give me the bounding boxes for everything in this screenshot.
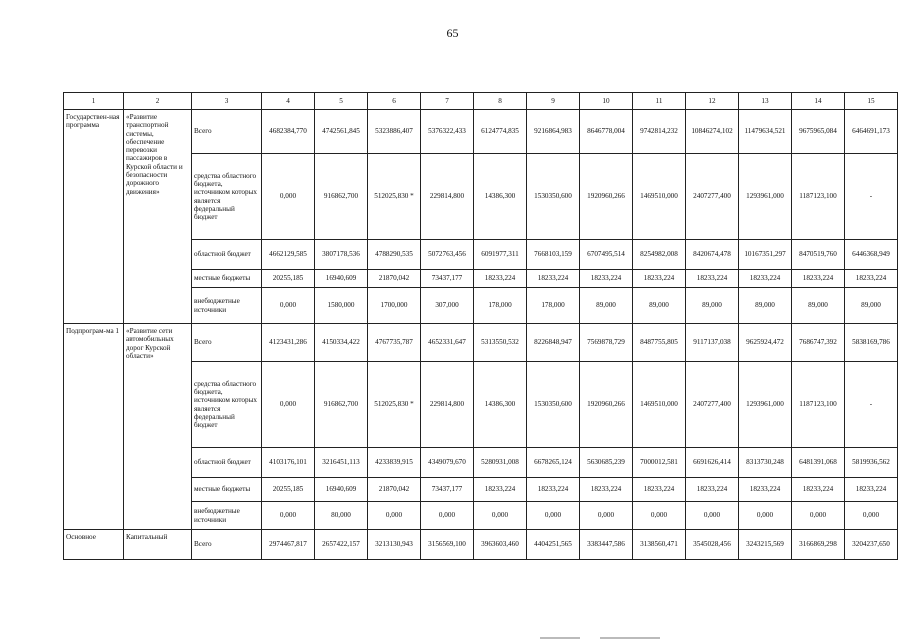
- value-cell: 6464691,173: [845, 110, 898, 154]
- value-cell: 1580,000: [315, 288, 368, 324]
- value-cell: 7569878,729: [580, 324, 633, 362]
- value-cell: 9117137,038: [686, 324, 739, 362]
- value-cell: 7686747,392: [792, 324, 845, 362]
- header-cell: 12: [686, 93, 739, 110]
- funding-source-cell: внебюджетные источники: [192, 288, 262, 324]
- funding-source-cell: местные бюджеты: [192, 270, 262, 288]
- value-cell: 6091977,311: [474, 240, 527, 270]
- value-cell: 307,000: [421, 288, 474, 324]
- value-cell: 18233,224: [633, 478, 686, 502]
- header-cell: 14: [792, 93, 845, 110]
- value-cell: 8254982,008: [633, 240, 686, 270]
- table-row: [64, 110, 898, 154]
- funding-source-cell: Всего: [192, 324, 262, 362]
- header-cell: 1: [64, 93, 124, 110]
- value-cell: 14386,300: [474, 154, 527, 240]
- value-cell: 6691626,414: [686, 448, 739, 478]
- scan-artifact: [600, 637, 660, 639]
- value-cell: 18233,224: [792, 270, 845, 288]
- value-cell: 7668103,159: [527, 240, 580, 270]
- value-cell: 6678265,124: [527, 448, 580, 478]
- value-cell: 21870,042: [368, 478, 421, 502]
- value-cell: 89,000: [580, 288, 633, 324]
- value-cell: 3963603,460: [474, 530, 527, 560]
- value-cell: 18233,224: [580, 270, 633, 288]
- value-cell: 3213130,943: [368, 530, 421, 560]
- header-row: [64, 93, 898, 110]
- value-cell: 73437,177: [421, 270, 474, 288]
- header-cell: 5: [315, 93, 368, 110]
- funding-source-cell: областной бюджет: [192, 240, 262, 270]
- value-cell: 5376322,433: [421, 110, 474, 154]
- header-cell: 7: [421, 93, 474, 110]
- table-row: [64, 530, 898, 560]
- value-cell: 73437,177: [421, 478, 474, 502]
- value-cell: 4123431,286: [262, 324, 315, 362]
- page-number: 65: [446, 26, 459, 40]
- value-cell: 1700,000: [368, 288, 421, 324]
- value-cell: 916862,700: [315, 362, 368, 448]
- value-cell: 0,000: [421, 502, 474, 530]
- value-cell: 6481391,068: [792, 448, 845, 478]
- value-cell: 18233,224: [474, 270, 527, 288]
- value-cell: 4349079,670: [421, 448, 474, 478]
- value-cell: 229814,800: [421, 362, 474, 448]
- value-cell: 3383447,586: [580, 530, 633, 560]
- value-cell: 89,000: [633, 288, 686, 324]
- value-cell: 4742561,845: [315, 110, 368, 154]
- funding-source-cell: Всего: [192, 110, 262, 154]
- funding-source-cell: Всего: [192, 530, 262, 560]
- value-cell: 4233839,915: [368, 448, 421, 478]
- value-cell: -: [845, 154, 898, 240]
- value-cell: 4682384,770: [262, 110, 315, 154]
- value-cell: 9742814,232: [633, 110, 686, 154]
- header-cell: 10: [580, 93, 633, 110]
- header-cell: 3: [192, 93, 262, 110]
- value-cell: 11479634,521: [739, 110, 792, 154]
- value-cell: 3243215,569: [739, 530, 792, 560]
- header-cell: 2: [124, 93, 192, 110]
- value-cell: 0,000: [580, 502, 633, 530]
- value-cell: 18233,224: [686, 478, 739, 502]
- value-cell: 4788290,535: [368, 240, 421, 270]
- value-cell: 5323886,407: [368, 110, 421, 154]
- value-cell: 8313730,248: [739, 448, 792, 478]
- value-cell: 9625924,472: [739, 324, 792, 362]
- value-cell: 1469510,000: [633, 362, 686, 448]
- value-cell: 1293961,000: [739, 154, 792, 240]
- value-cell: 18233,224: [792, 478, 845, 502]
- program-name-cell: Капитальный: [124, 530, 192, 560]
- value-cell: 5313550,532: [474, 324, 527, 362]
- value-cell: 3204237,650: [845, 530, 898, 560]
- value-cell: 2407277,400: [686, 362, 739, 448]
- value-cell: 1920960,266: [580, 362, 633, 448]
- program-type-cell: Основное: [64, 530, 124, 560]
- value-cell: 0,000: [262, 502, 315, 530]
- value-cell: 0,000: [686, 502, 739, 530]
- program-type-cell: Государствен-ная программа: [64, 110, 124, 324]
- value-cell: 0,000: [368, 502, 421, 530]
- value-cell: 18233,224: [686, 270, 739, 288]
- program-type-cell: Подпрограм-ма 1: [64, 324, 124, 530]
- value-cell: 3166869,298: [792, 530, 845, 560]
- header-cell: 9: [527, 93, 580, 110]
- funding-source-cell: областной бюджет: [192, 448, 262, 478]
- value-cell: 0,000: [792, 502, 845, 530]
- header-cell: 8: [474, 93, 527, 110]
- value-cell: 5838169,786: [845, 324, 898, 362]
- value-cell: 229814,800: [421, 154, 474, 240]
- value-cell: 18233,224: [633, 270, 686, 288]
- value-cell: 512025,830 *: [368, 154, 421, 240]
- value-cell: 18233,224: [739, 478, 792, 502]
- value-cell: 3545028,456: [686, 530, 739, 560]
- header-cell: 11: [633, 93, 686, 110]
- value-cell: 0,000: [262, 154, 315, 240]
- value-cell: 18233,224: [527, 478, 580, 502]
- value-cell: 18233,224: [474, 478, 527, 502]
- value-cell: 89,000: [686, 288, 739, 324]
- value-cell: 80,000: [315, 502, 368, 530]
- funding-source-cell: внебюджетные источники: [192, 502, 262, 530]
- value-cell: 16940,609: [315, 478, 368, 502]
- value-cell: 5280931,008: [474, 448, 527, 478]
- value-cell: 6124774,835: [474, 110, 527, 154]
- value-cell: 8420674,478: [686, 240, 739, 270]
- value-cell: 89,000: [845, 288, 898, 324]
- value-cell: 5630685,239: [580, 448, 633, 478]
- value-cell: 4404251,565: [527, 530, 580, 560]
- value-cell: 3138560,471: [633, 530, 686, 560]
- value-cell: 0,000: [262, 288, 315, 324]
- value-cell: 1530350,600: [527, 154, 580, 240]
- value-cell: -: [845, 362, 898, 448]
- header-cell: 6: [368, 93, 421, 110]
- value-cell: 6707495,514: [580, 240, 633, 270]
- value-cell: 8226848,947: [527, 324, 580, 362]
- value-cell: 20255,185: [262, 270, 315, 288]
- value-cell: 0,000: [474, 502, 527, 530]
- value-cell: 14386,300: [474, 362, 527, 448]
- value-cell: 9675965,084: [792, 110, 845, 154]
- header-cell: 13: [739, 93, 792, 110]
- value-cell: 7000012,581: [633, 448, 686, 478]
- value-cell: 0,000: [262, 362, 315, 448]
- value-cell: 9216864,983: [527, 110, 580, 154]
- value-cell: 18233,224: [845, 270, 898, 288]
- value-cell: 10846274,102: [686, 110, 739, 154]
- value-cell: 89,000: [792, 288, 845, 324]
- value-cell: 4767735,787: [368, 324, 421, 362]
- value-cell: 10167351,297: [739, 240, 792, 270]
- value-cell: 1920960,266: [580, 154, 633, 240]
- program-name-cell: «Развитие сети автомобильных дорог Курской области»: [124, 324, 192, 530]
- value-cell: 1187123,100: [792, 154, 845, 240]
- value-cell: 20255,185: [262, 478, 315, 502]
- value-cell: 5072763,456: [421, 240, 474, 270]
- value-cell: 21870,042: [368, 270, 421, 288]
- value-cell: 18233,224: [580, 478, 633, 502]
- value-cell: 5819936,562: [845, 448, 898, 478]
- value-cell: 8646778,004: [580, 110, 633, 154]
- value-cell: 0,000: [739, 502, 792, 530]
- value-cell: 2974467,817: [262, 530, 315, 560]
- funding-source-cell: средства областного бюджета, источником которых является федеральный бюджет: [192, 154, 262, 240]
- value-cell: 4662129,585: [262, 240, 315, 270]
- value-cell: 1530350,600: [527, 362, 580, 448]
- funding-source-cell: средства областного бюджета, источником которых является федеральный бюджет: [192, 362, 262, 448]
- value-cell: 3216451,113: [315, 448, 368, 478]
- value-cell: 0,000: [527, 502, 580, 530]
- value-cell: 1293961,000: [739, 362, 792, 448]
- value-cell: 916862,700: [315, 154, 368, 240]
- budget-table: [63, 92, 898, 560]
- value-cell: 0,000: [633, 502, 686, 530]
- value-cell: 4652331,647: [421, 324, 474, 362]
- value-cell: 3156569,100: [421, 530, 474, 560]
- value-cell: 2407277,400: [686, 154, 739, 240]
- value-cell: 16940,609: [315, 270, 368, 288]
- value-cell: 178,000: [474, 288, 527, 324]
- value-cell: 178,000: [527, 288, 580, 324]
- value-cell: 1187123,100: [792, 362, 845, 448]
- value-cell: 18233,224: [845, 478, 898, 502]
- table-row: [64, 324, 898, 362]
- value-cell: 0,000: [845, 502, 898, 530]
- value-cell: 4103176,101: [262, 448, 315, 478]
- value-cell: 1469510,000: [633, 154, 686, 240]
- value-cell: 4150334,422: [315, 324, 368, 362]
- value-cell: 89,000: [739, 288, 792, 324]
- scan-artifact: [540, 637, 580, 639]
- value-cell: 8487755,805: [633, 324, 686, 362]
- funding-source-cell: местные бюджеты: [192, 478, 262, 502]
- value-cell: 8470519,760: [792, 240, 845, 270]
- value-cell: 512025,830 *: [368, 362, 421, 448]
- value-cell: 6446368,949: [845, 240, 898, 270]
- value-cell: 2657422,157: [315, 530, 368, 560]
- value-cell: 3807178,536: [315, 240, 368, 270]
- value-cell: 18233,224: [527, 270, 580, 288]
- header-cell: 15: [845, 93, 898, 110]
- value-cell: 18233,224: [739, 270, 792, 288]
- header-cell: 4: [262, 93, 315, 110]
- program-name-cell: «Развитие транспортной системы, обеспечение перевозки пассажиров в Курской области и безопасности дорожного движения»: [124, 110, 192, 324]
